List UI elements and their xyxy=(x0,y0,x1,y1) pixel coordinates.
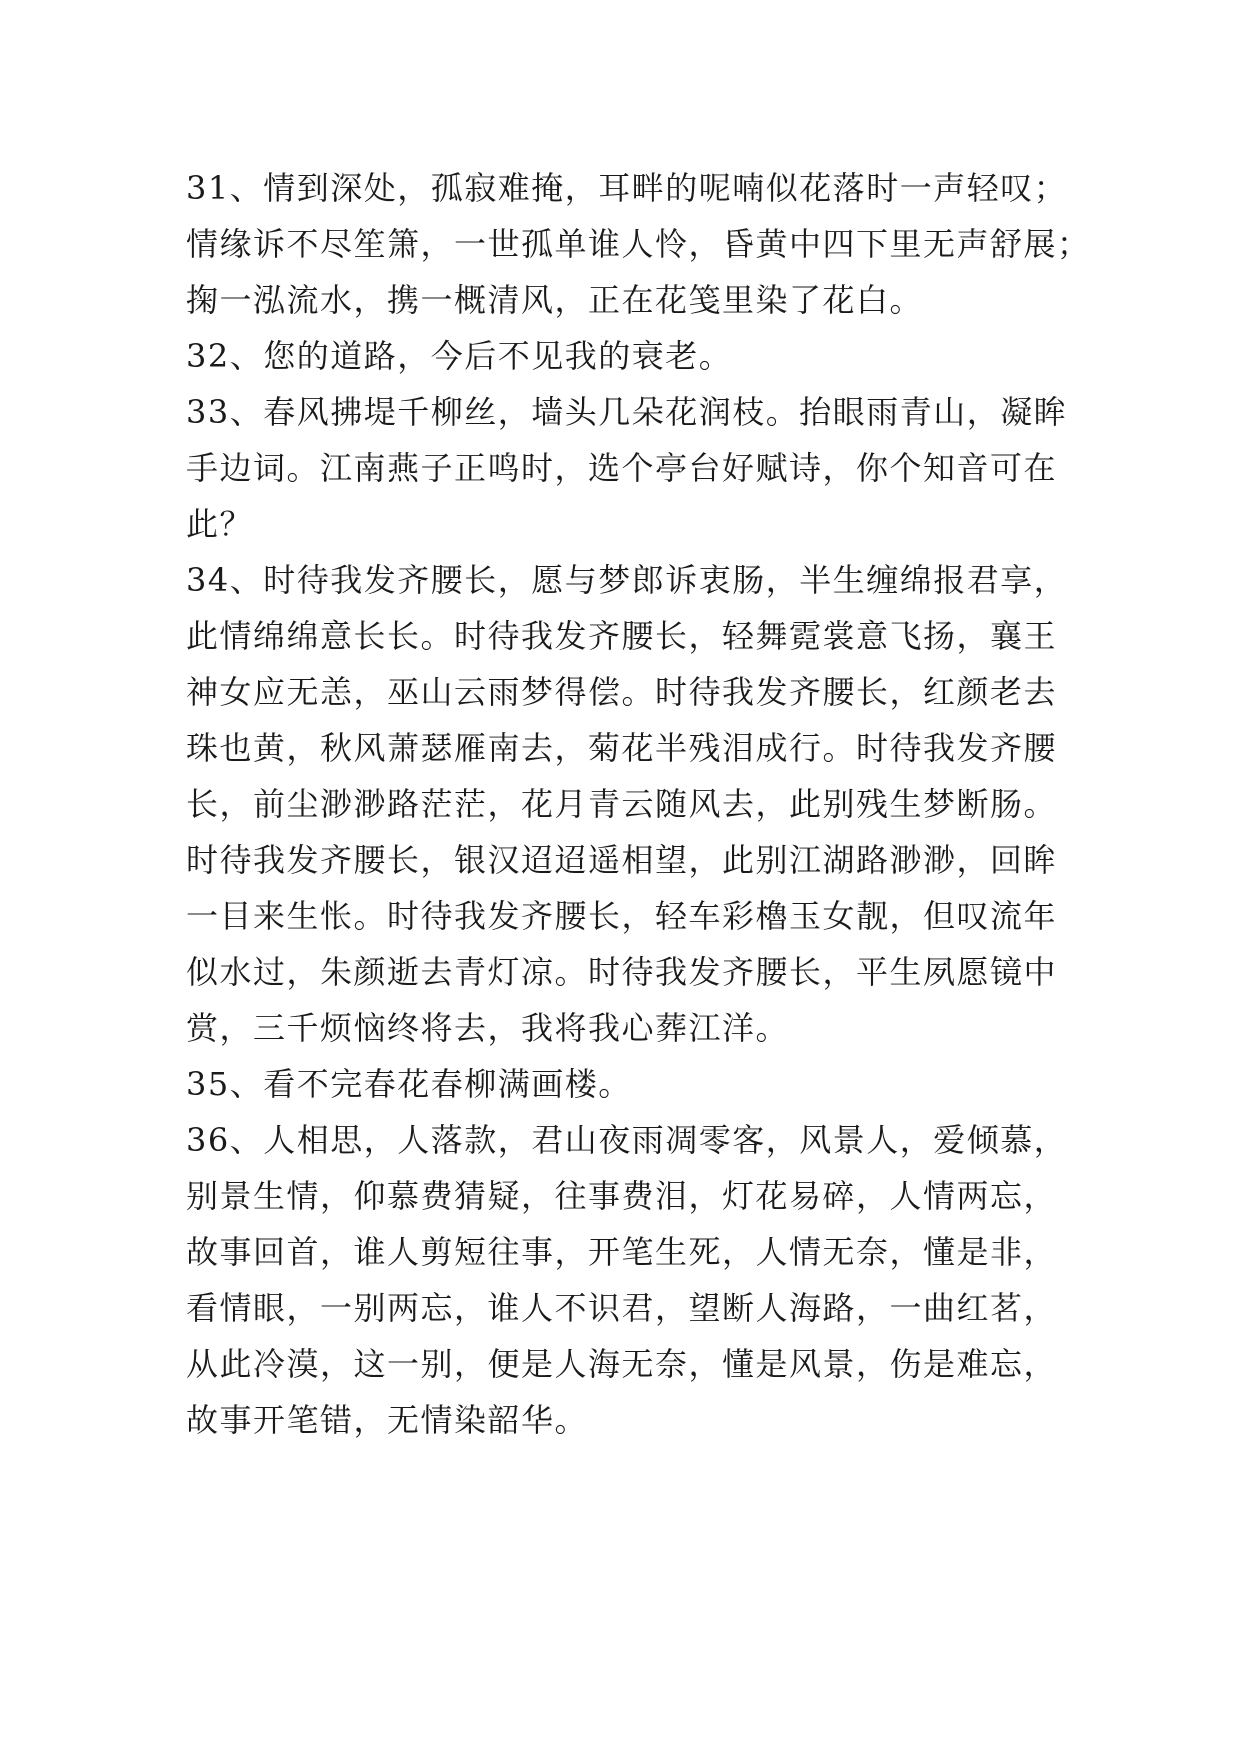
text-line: 似水过，朱颜逝去青灯凉。时待我发齐腰长，平生夙愿镜中 xyxy=(186,953,1058,991)
text-line: 此？ xyxy=(186,505,254,543)
text-line: 时待我发齐腰长，银汉迢迢遥相望，此别江湖路渺渺，回眸 xyxy=(186,841,1058,879)
text-line: 一目来生怅。时待我发齐腰长，轻车彩櫓玉女靓，但叹流年 xyxy=(186,897,1058,935)
text-line: 34、时待我发齐腰长，愿与梦郎诉衷肠，半生缠绵报君享， xyxy=(186,561,1068,599)
text-line: 珠也黄，秋风萧瑟雁南去，菊花半残泪成行。时待我发齐腰 xyxy=(186,729,1058,767)
text-line: 手边词。江南燕子正鸣时，选个亭台好赋诗，你个知音可在 xyxy=(186,449,1058,487)
document-body xyxy=(186,160,1091,1448)
text-line: 神女应无恙，巫山云雨梦得偿。时待我发齐腰长，红颜老去 xyxy=(186,673,1058,711)
text-line: 看情眼，一别两忘，谁人不识君，望断人海路，一曲红茗， xyxy=(186,1289,1058,1327)
text-line: 别景生情，仰慕费猜疑，往事费泪，灯花易碎，人情两忘， xyxy=(186,1177,1058,1215)
text-line: 掬一泓流水，携一概清风，正在花笺里染了花白。 xyxy=(186,281,924,319)
text-line: 从此冷漠，这一别，便是人海无奈，懂是风景，伤是难忘， xyxy=(186,1345,1058,1383)
text-line: 31、情到深处，孤寂难掩，耳畔的呢喃似花落时一声轻叹； xyxy=(186,169,1068,207)
text-line: 长，前尘渺渺路茫茫，花月青云随风去，此别残生梦断肠。 xyxy=(186,785,1058,823)
text-line: 36、人相思，人落款，君山夜雨凋零客，风景人，爱倾慕， xyxy=(186,1121,1068,1159)
text-line: 35、看不完春花春柳满画楼。 xyxy=(186,1065,632,1103)
text-line: 故事回首，谁人剪短往事，开笔生死，人情无奈，懂是非， xyxy=(186,1233,1058,1271)
text-line: 故事开笔错，无情染韶华。 xyxy=(186,1401,589,1439)
text-line: 情缘诉不尽笙箫，一世孤单谁人怜，昏黄中四下里无声舒展； xyxy=(186,225,1091,263)
text-line: 32、您的道路，今后不见我的衰老。 xyxy=(186,337,733,375)
text-line: 此情绵绵意长长。时待我发齐腰长，轻舞霓裳意飞扬，襄王 xyxy=(186,617,1058,655)
text-line: 赏，三千烦恼终将去，我将我心葬江洋。 xyxy=(186,1009,790,1047)
text-line: 33、春风拂堤千柳丝，墙头几朵花润枝。抬眼雨青山，凝眸 xyxy=(186,393,1068,431)
